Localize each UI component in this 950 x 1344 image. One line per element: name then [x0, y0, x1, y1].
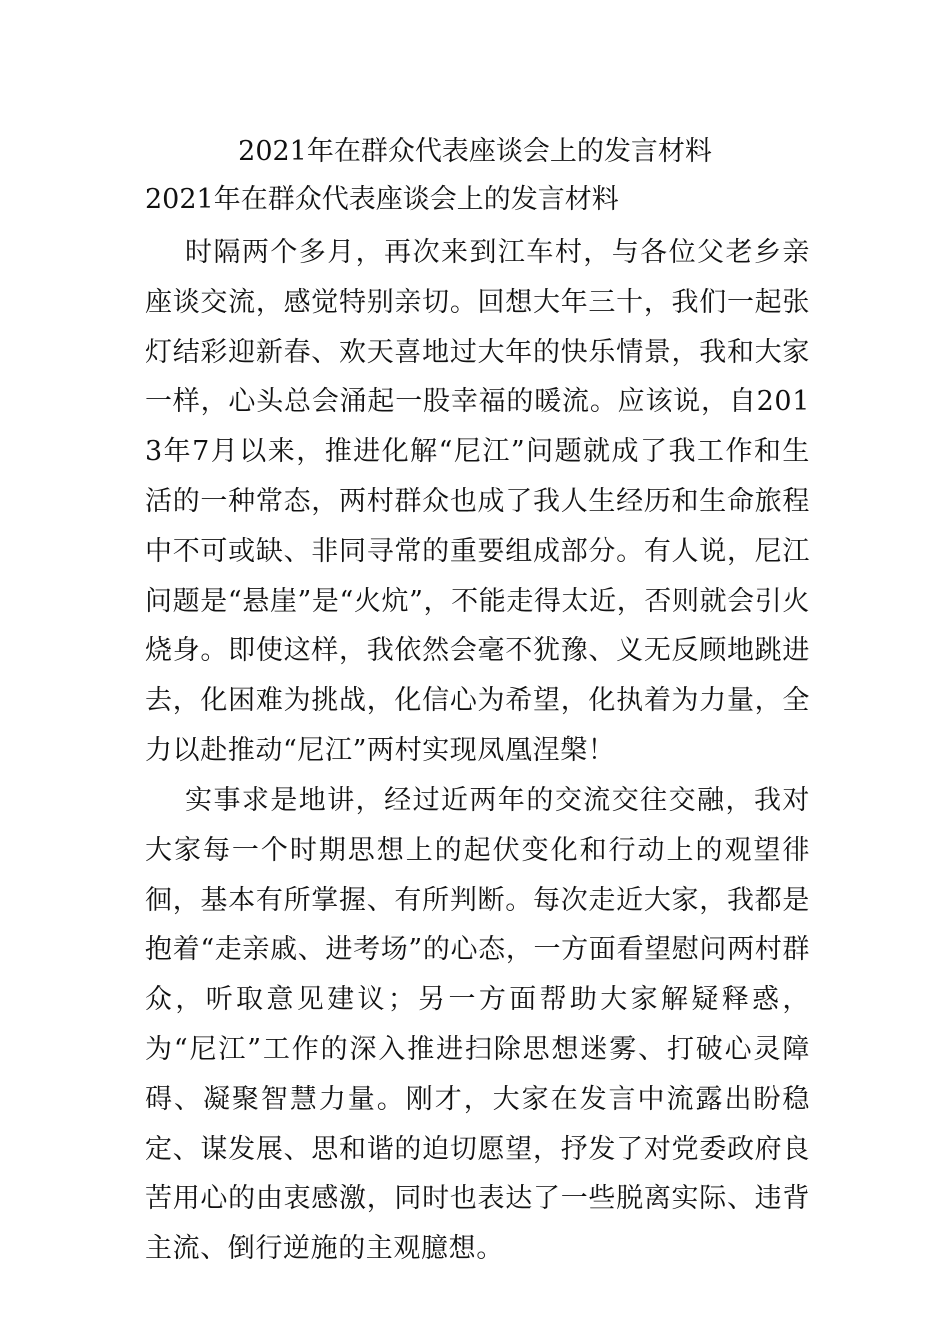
body-paragraph-1: 时隔两个多月，再次来到江车村，与各位父老乡亲座谈交流，感觉特别亲切。回想大年三十，我们一起张灯结彩迎新春、欢天喜地过大年的快乐情景，我和大家一样，心头总会涌起一股幸福的暖流。应该说，自2013年7月以来，推进化解“尼江”问题就成了我工作和生活的一种常态，两村群众也成了我人生经历和生命旅程中不可或缺、非同寻常的重要组成部分。有人说，尼江问题是“悬崖”是“火炕”，不能走得太近，否则就会引火烧身。即使这样，我依然会毫不犹豫、义无反顾地跳进去，化困难为挑战，化信心为希望，化执着为力量，全力以赴推动“尼江”两村实现凤凰涅槃！: [145, 237, 810, 766]
document-title: 2021年在群众代表座谈会上的发言材料: [238, 136, 712, 167]
document-subtitle: 2021年在群众代表座谈会上的发言材料: [145, 184, 619, 215]
body-paragraph-2: 实事求是地讲，经过近两年的交流交往交融，我对大家每一个时期思想上的起伏变化和行动上的观望徘徊，基本有所掌握、有所判断。每次走近大家，我都是抱着“走亲戚、进考场”的心态，一方面看望慰问两村群众，听取意见建议；另一方面帮助大家解疑释惑，为“尼江”工作的深入推进扫除思想迷雾、打破心灵障碍、凝聚智慧力量。刚才，大家在发言中流露出盼稳定、谋发展、思和谐的迫切愿望，抒发了对党委政府良苦用心的由衷感激，同时也表达了一些脱离实际、违背主流、倒行逆施的主观臆想。: [145, 785, 810, 1265]
